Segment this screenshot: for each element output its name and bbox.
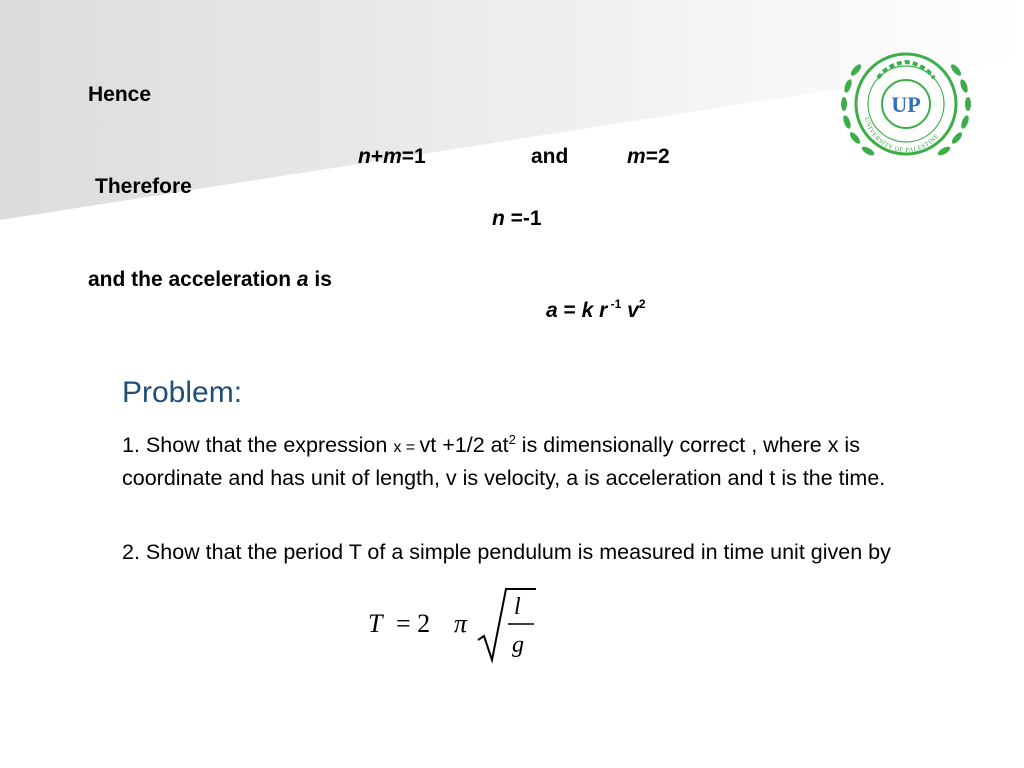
var-v: v (621, 299, 639, 322)
var-r: r (593, 299, 608, 322)
pendulum-period-formula (360, 584, 560, 664)
equation-acceleration (546, 299, 646, 323)
formula-numerator: l (514, 594, 521, 620)
problem-heading: Problem: (122, 376, 243, 409)
formula-T: T (368, 609, 383, 638)
var-n: n (358, 145, 371, 168)
p1-exponent: 2 (508, 432, 516, 447)
p1-end: is dimensionally correct , where x is coordinate and has unit of length, v is velocity, a is acceleration and t is the time. (122, 433, 886, 490)
equation-n (492, 207, 542, 231)
exponent-minus-one: -1 (607, 297, 622, 311)
therefore-label: Therefore (95, 175, 192, 198)
var-m-2: m (627, 145, 646, 168)
university-of-palestine-logo (834, 40, 978, 168)
p1-expression: vt +1/2 at (419, 433, 509, 457)
formula-pi: π (454, 609, 468, 638)
var-n-2: n (492, 207, 505, 230)
var-m: m (383, 145, 402, 168)
eq2-rhs: =2 (645, 145, 670, 168)
eq3-rhs: =-1 (504, 207, 542, 230)
var-k: k (581, 299, 594, 322)
p1-start: 1. Show that the expression (122, 433, 394, 457)
p1-x-equals: x = (393, 439, 420, 456)
accel-suffix: is (308, 268, 332, 291)
problem-2-text: 2. Show that the period T of a simple pendulum is measured in time unit given by (122, 540, 891, 564)
var-a: a (296, 268, 309, 291)
plus-sign: + (370, 145, 384, 168)
and-label: and (531, 145, 569, 168)
var-a-2: a (546, 299, 558, 322)
equation-m (627, 145, 670, 169)
formula-denominator: g (512, 632, 524, 658)
problem-1-text (122, 430, 922, 494)
logo-arc-text: UNIVERSITY OF PALESTINE (862, 116, 941, 155)
acceleration-sentence (88, 268, 332, 292)
eq1-rhs: =1 (401, 145, 426, 168)
equation-n-plus-m (358, 145, 426, 169)
accel-prefix: and the acceleration (88, 268, 297, 291)
exponent-two: 2 (638, 297, 646, 311)
hence-label: Hence (88, 83, 152, 106)
formula-equals-two: = 2 (396, 609, 431, 638)
equals-sign: = (557, 299, 582, 322)
logo-up-letters: UP (891, 92, 921, 117)
